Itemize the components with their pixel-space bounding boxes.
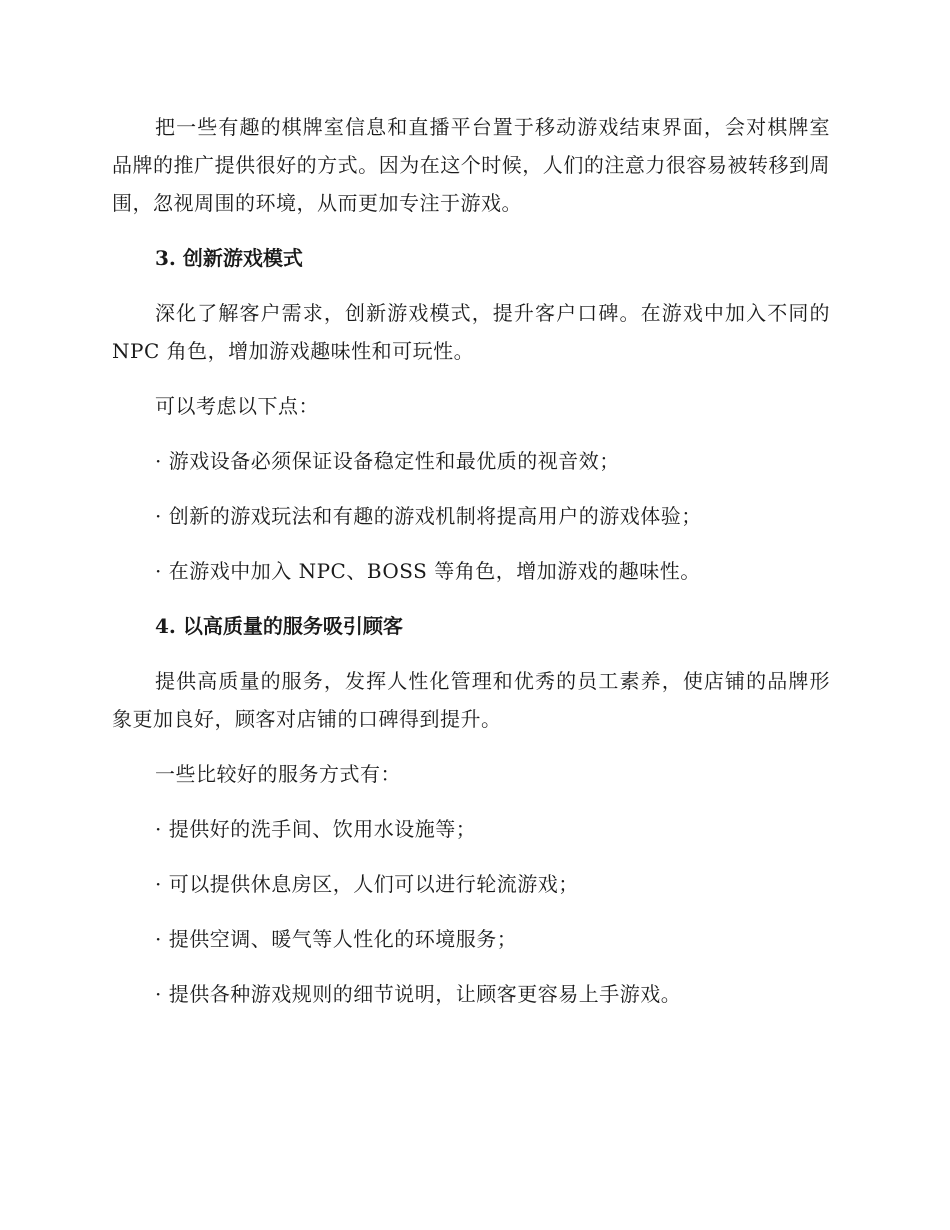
spacer: [112, 903, 830, 920]
paragraph-intro: 把一些有趣的棋牌室信息和直播平台置于移动游戏结束界面，会对棋牌室品牌的推广提供很好的方式。因为在这个时候，人们的注意力很容易被转移到周围，忽视周围的环境，从而更加专注于游戏。: [112, 115, 830, 215]
paragraph-innovate: 深化了解客户需求，创新游戏模式，提升客户口碑。在游戏中加入不同的 NPC 角色，增加游戏趣味性和可玩性。: [112, 301, 830, 363]
section-heading-3: 3. 创新游戏模式: [155, 246, 303, 270]
document-page: [112, 108, 830, 1013]
spacer: [112, 480, 830, 497]
spacer: [112, 222, 830, 239]
spacer: [112, 590, 830, 607]
bullet-item: · 在游戏中加入 NPC、BOSS 等角色，增加游戏的趣味性。: [155, 559, 701, 583]
paragraph-service: 提供高质量的服务，发挥人性化管理和优秀的员工素养，使店铺的品牌形象更加良好，顾客对店铺的口碑得到提升。: [112, 669, 830, 731]
spacer: [112, 793, 830, 810]
spacer: [112, 848, 830, 865]
spacer: [112, 645, 830, 662]
bullet-item: · 提供各种游戏规则的细节说明，让顾客更容易上手游戏。: [155, 982, 682, 1006]
bullet-item: · 创新的游戏玩法和有趣的游戏机制将提高用户的游戏体验；: [155, 504, 702, 528]
bullet-item: · 可以提供休息房区，人们可以进行轮流游戏；: [155, 872, 579, 896]
section-heading-4: 4. 以高质量的服务吸引顾客: [155, 614, 403, 638]
spacer: [112, 738, 830, 755]
spacer: [112, 958, 830, 975]
spacer: [112, 535, 830, 552]
spacer: [112, 425, 830, 442]
bullet-item: · 游戏设备必须保证设备稳定性和最优质的视音效；: [155, 449, 620, 473]
paragraph-consider: 可以考虑以下点：: [155, 394, 319, 418]
spacer: [112, 370, 830, 387]
paragraph-service-list-intro: 一些比较好的服务方式有：: [155, 762, 401, 786]
bullet-item: · 提供空调、暖气等人性化的环境服务；: [155, 927, 518, 951]
spacer: [112, 277, 830, 294]
bullet-item: · 提供好的洗手间、饮用水设施等；: [155, 817, 477, 841]
